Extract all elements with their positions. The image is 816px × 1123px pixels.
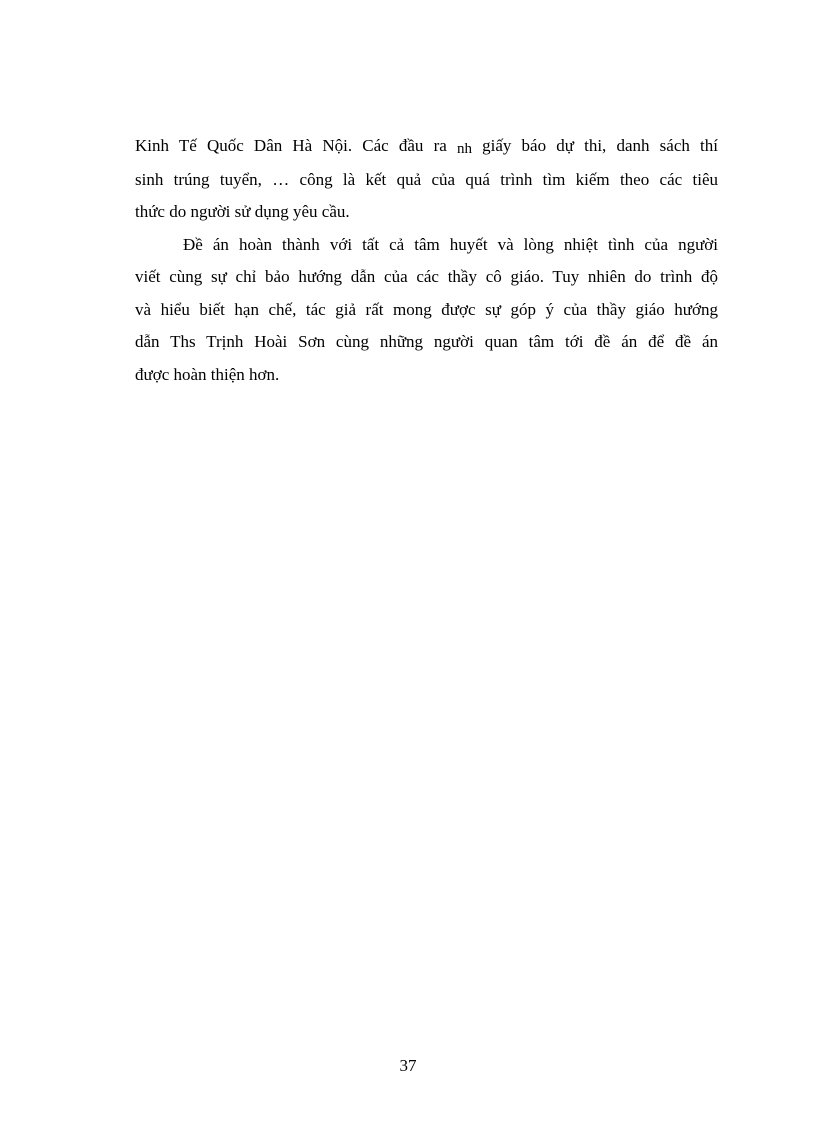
paragraph-2-line-4: dẫn Ths Trịnh Hoài Sơn cùng những người quan tâm tới đề án để đề án: [135, 332, 718, 351]
paragraph-1-line-1-text-b: giấy báo dự thi, danh sách thí: [471, 136, 718, 155]
page-number: 37: [399, 1056, 417, 1075]
paragraph-2-line-3: và hiểu biết hạn chế, tác giả rất mong được sự góp ý của thầy giáo hướng: [135, 299, 718, 319]
paragraph-2-line-5: được hoàn thiện hơn.: [135, 364, 280, 384]
paragraph-1-line-2: sinh trúng tuyển, … công là kết quả của quá trình tìm kiếm theo các tiêu: [135, 169, 718, 189]
paragraph-1-line-1: [135, 130, 718, 164]
paragraph-1-line-1-text-a: Kinh Tế Quốc Dân Hà Nội. Các đầu ra: [135, 136, 457, 155]
paragraph-1-line-1-artifact: nh: [456, 141, 472, 157]
body-text: [135, 130, 718, 391]
paragraph-1: [135, 130, 718, 229]
paragraph-1-line-3: thức do người sử dụng yêu cầu.: [135, 202, 350, 221]
paragraph-2-line-1: Đề án hoàn thành với tất cả tâm huyết và lòng nhiệt tình của người: [183, 234, 718, 254]
paragraph-2: [135, 229, 718, 392]
paragraph-2-line-2: viết cùng sự chỉ bảo hướng dẫn của các thầy cô giáo. Tuy nhiên do trình độ: [135, 267, 718, 286]
